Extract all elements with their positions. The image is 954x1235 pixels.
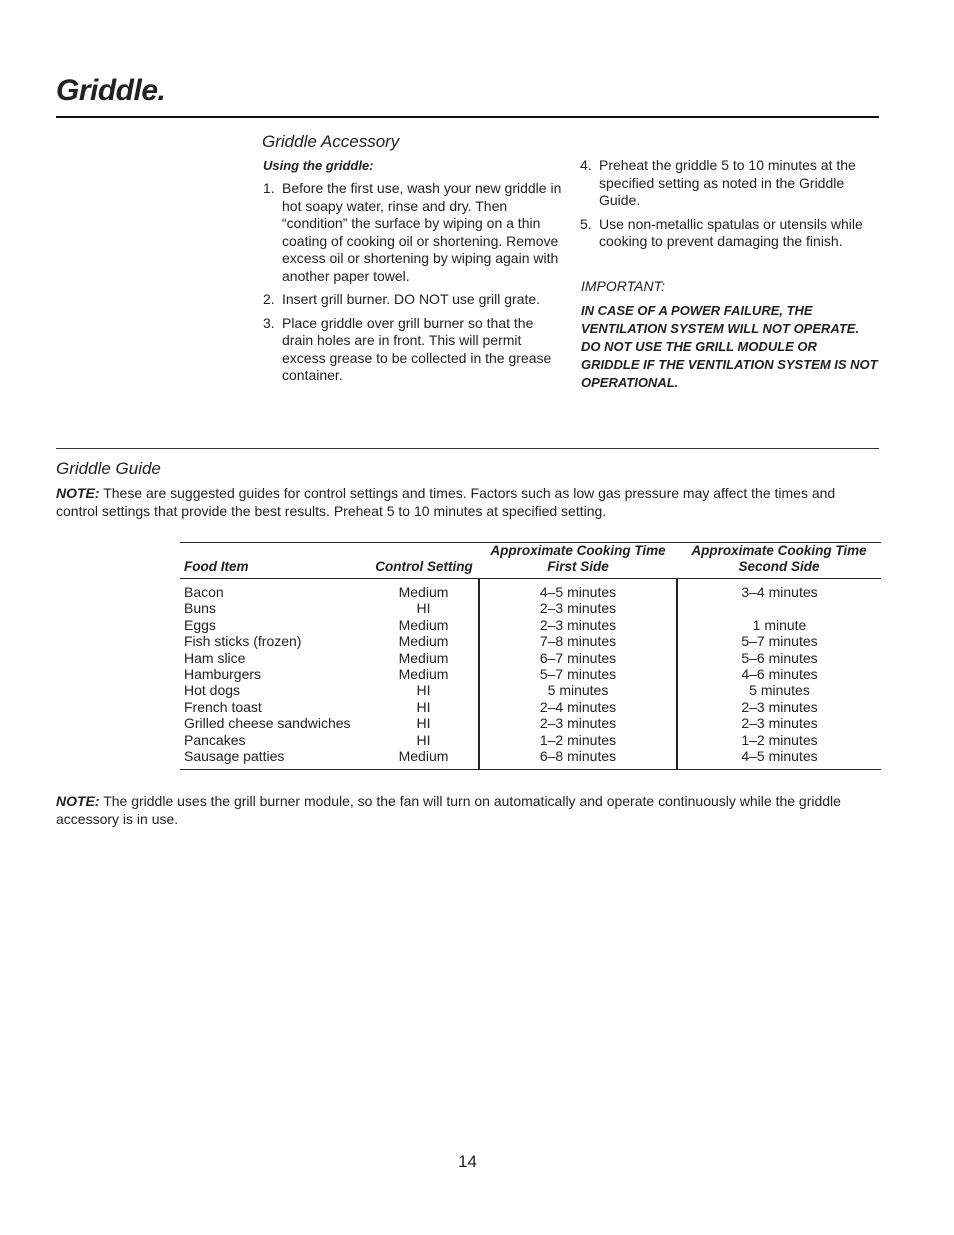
cell-control-setting: Medium xyxy=(398,666,449,683)
page-title: Griddle. xyxy=(56,74,166,107)
step-item xyxy=(263,180,565,285)
cell-time-second-side: 1 minute xyxy=(677,617,881,633)
cell-time-first-side: 5 minutes xyxy=(479,682,677,698)
cell-time-first-side: 1–2 minutes xyxy=(479,732,677,748)
cell-food-item: Hot dogs xyxy=(184,682,241,699)
cell-time-second-side: 4–6 minutes xyxy=(677,666,881,682)
cell-food-item: Grilled cheese sandwiches xyxy=(184,715,351,732)
cell-time-second-side: 5–6 minutes xyxy=(677,650,881,666)
table-row xyxy=(180,666,881,682)
step-number: 2. xyxy=(263,291,275,307)
cell-food-item: Sausage patties xyxy=(184,748,285,765)
cell-time-first-side: 2–3 minutes xyxy=(479,715,677,731)
table-row xyxy=(180,748,881,770)
guide-heading: Griddle Guide xyxy=(56,459,161,478)
cell-time-second-side: 5–7 minutes xyxy=(677,633,881,649)
cell-time-second-side: 1–2 minutes xyxy=(677,732,881,748)
header-food-item: Food Item xyxy=(184,559,249,574)
cell-control-setting: HI xyxy=(416,715,431,732)
cell-time-first-side: 4–5 minutes xyxy=(479,579,677,601)
accessory-heading: Griddle Accessory xyxy=(262,132,400,151)
footer-note-label: NOTE: xyxy=(56,793,100,809)
step-item xyxy=(580,216,880,251)
table-row xyxy=(180,715,881,731)
cell-food-item: Fish sticks (frozen) xyxy=(184,633,302,650)
cell-time-first-side: 2–3 minutes xyxy=(479,617,677,633)
title-divider xyxy=(56,116,879,118)
cell-food-item: Ham slice xyxy=(184,649,246,666)
cell-time-second-side: 2–3 minutes xyxy=(677,699,881,715)
cell-control-setting: HI xyxy=(416,600,431,617)
important-warning: IN CASE OF A POWER FAILURE, THE VENTILATION SYSTEM WILL NOT OPERATE. DO NOT USE THE GRILL MODULE OR GRIDDLE IF THE VENTILATION SYSTEM IS NOT OPERATIONAL. xyxy=(581,303,878,390)
cell-control-setting: Medium xyxy=(398,616,449,633)
table-row xyxy=(180,732,881,748)
cell-food-item: Eggs xyxy=(184,616,216,633)
step-text: Place griddle over grill burner so that the drain holes are in front. This will permit excess grease to be collected in the grease container. xyxy=(282,314,552,383)
cell-time-first-side: 2–4 minutes xyxy=(479,699,677,715)
cell-control-setting: HI xyxy=(416,698,431,715)
table-row xyxy=(180,650,881,666)
steps-right xyxy=(580,157,880,257)
cell-control-setting: Medium xyxy=(398,649,449,666)
cell-food-item: Buns xyxy=(184,600,216,617)
steps-left xyxy=(263,180,565,391)
step-text: Before the first use, wash your new griddle in hot soapy water, rinse and dry. Then “condition” the surface by wiping on a thin coating of cooking oil or shortening. Remove excess oil or shortening by wiping again with another paper towel. xyxy=(282,180,562,284)
step-item xyxy=(580,157,880,210)
griddle-guide-table xyxy=(180,542,881,770)
page-number: 14 xyxy=(458,1152,477,1171)
step-number: 4. xyxy=(580,157,592,173)
table-row xyxy=(180,600,881,616)
cell-time-second-side: 4–5 minutes xyxy=(677,748,881,770)
table-row xyxy=(180,682,881,698)
step-text: Preheat the griddle 5 to 10 minutes at the specified setting as noted in the Griddle Guide. xyxy=(599,157,856,208)
cell-control-setting: HI xyxy=(416,682,431,699)
footer-note xyxy=(56,793,866,828)
cell-control-setting: HI xyxy=(416,731,431,748)
step-text: Insert grill burner. DO NOT use grill grate. xyxy=(282,291,541,307)
accessory-subheading: Using the griddle: xyxy=(263,158,374,173)
cell-time-second-side: 3–4 minutes xyxy=(677,579,881,601)
cell-control-setting: Medium xyxy=(398,633,449,650)
important-label: IMPORTANT: xyxy=(581,278,665,294)
section-divider xyxy=(56,448,879,449)
guide-note-text: These are suggested guides for control settings and times. Factors such as low gas pressure may affect the times and control settings that provide the best results. Preheat 5 to 10 minutes at specified setting. xyxy=(56,485,836,519)
step-number: 5. xyxy=(580,215,592,232)
cell-time-first-side: 2–3 minutes xyxy=(479,600,677,616)
cell-control-setting: Medium xyxy=(398,748,449,765)
griddle-guide-table-wrap xyxy=(180,542,881,770)
header-time-second-side: Approximate Cooking Time Second Side xyxy=(691,543,867,574)
cell-time-first-side: 5–7 minutes xyxy=(479,666,677,682)
guide-note xyxy=(56,485,866,520)
cell-time-second-side: 2–3 minutes xyxy=(677,715,881,731)
cell-time-first-side: 6–7 minutes xyxy=(479,650,677,666)
table-row xyxy=(180,699,881,715)
header-control-setting: Control Setting xyxy=(375,559,473,574)
header-time-first-side: Approximate Cooking Time First Side xyxy=(490,543,666,574)
guide-note-label: NOTE: xyxy=(56,485,100,501)
cell-time-first-side: 7–8 minutes xyxy=(479,633,677,649)
cell-time-second-side xyxy=(677,600,881,616)
cell-control-setting: Medium xyxy=(398,584,449,600)
table-row xyxy=(180,633,881,649)
cell-food-item: Hamburgers xyxy=(184,666,262,683)
step-item xyxy=(263,315,565,385)
table-header-row xyxy=(180,543,881,579)
table-row xyxy=(180,617,881,633)
step-text: Use non-metallic spatulas or utensils while cooking to prevent damaging the finish. xyxy=(599,215,863,249)
cell-food-item: Bacon xyxy=(184,584,224,600)
cell-time-second-side: 5 minutes xyxy=(677,682,881,698)
table-row xyxy=(180,579,881,601)
cell-time-first-side: 6–8 minutes xyxy=(479,748,677,770)
step-number: 1. xyxy=(263,180,275,196)
cell-food-item: French toast xyxy=(184,698,262,715)
step-number: 3. xyxy=(263,314,275,331)
footer-note-text: The griddle uses the grill burner module, so the fan will turn on automatically and operate continuously while the griddle accessory is in use. xyxy=(56,793,841,827)
step-item xyxy=(263,291,565,309)
cell-food-item: Pancakes xyxy=(184,731,246,748)
